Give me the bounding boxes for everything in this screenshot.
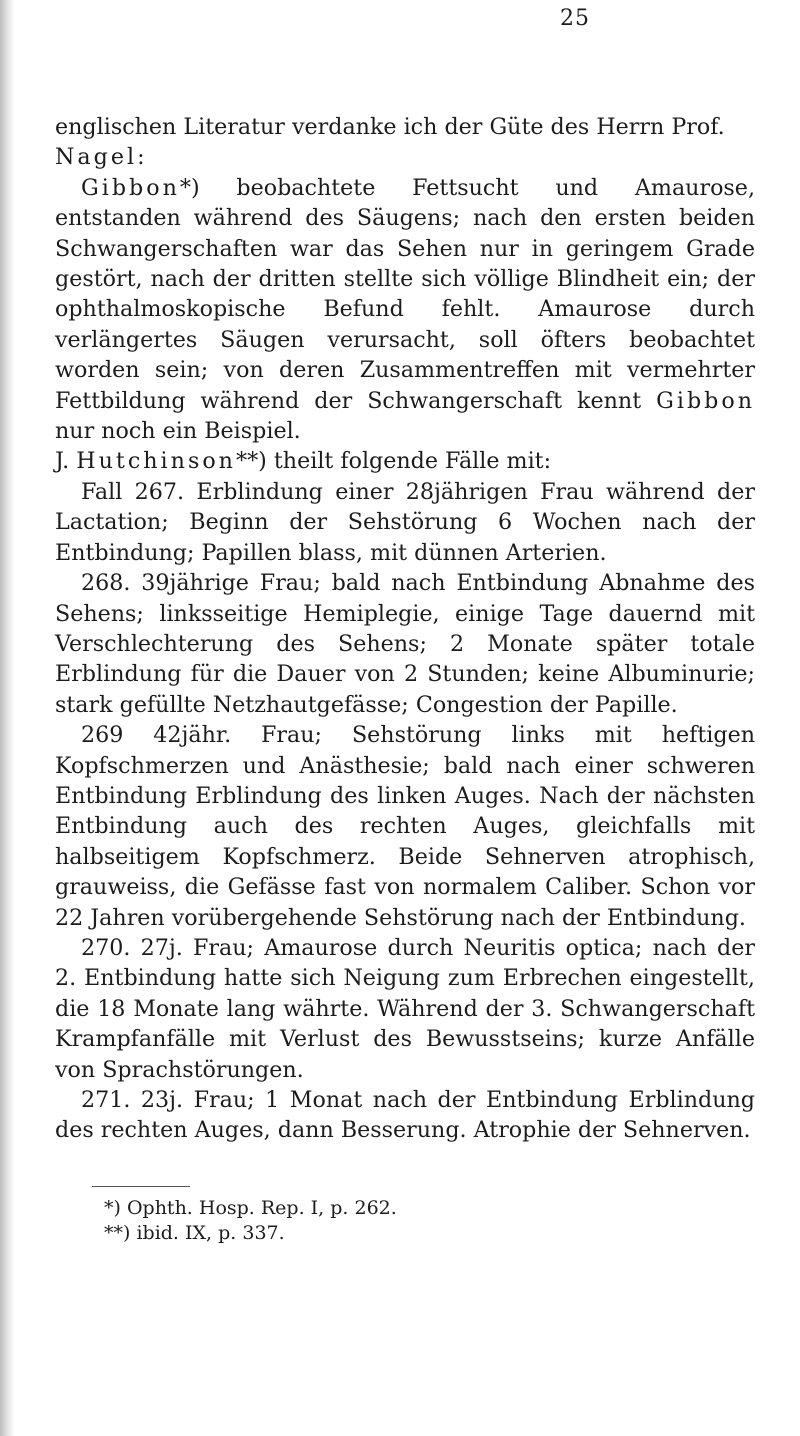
gibbon-text: beobachtete Fettsucht und Amaurose, entstanden während des Säugens; nach den ersten beiden Schwangerschaften war das Sehen nur in geringem Grade gestört, nach der dritten stellte sich völlige Blindheit ein; der ophthalmoskopische Befund fehlt. Amaurose durch verlängertes Säugen verursacht, soll öfters beobachtet worden sein; von deren Zusammentreffen mit vermehrter Fettbildung während der Schwangerschaft kennt [55,174,755,414]
case-267: Fall 267. Erblindung einer 28jährigen Frau während der Lactation; Beginn der Sehstörung 6 Wochen nach der Entbindung; Papillen blass, mit dünnen Arterien. [55,478,755,566]
footnote-mark-1: *) [179,174,200,201]
author-gibbon-2: Gibbon [656,387,755,414]
footnotes [104,1196,397,1246]
case-269: 269 42jähr. Frau; Sehstörung links mit heftigen Kopfschmerzen und Anästhesie; bald nach einer schweren Entbindung Erblindung des linken Auges. Nach der nächsten Entbindung auch des rechten Auges, gleichfalls mit halbseitigem Kopfschmerz. Beide Sehnerven atrophisch, grauweiss, die Gefässe fast von normalem Caliber. Schon vor 22 Jahren vorübergehende Sehstörung nach der Entbindung. [55,722,755,931]
case-268: 268. 39jährige Frau; bald nach Entbindung Abnahme des Sehens; linksseitige Hemiplegie, einige Tage dauernd mit Verschlechterung des Sehens; 2 Monate später totale Erblindung für die Dauer von 2 Stunden; keine Albuminurie; stark gefüllte Netzhautgefässe; Congestion der Papille. [55,570,755,718]
case-271: 271. 23j. Frau; 1 Monat nach der Entbindung Erblindung des rechten Auges, dann Besserung. Atrophie der Sehnerven. [55,1087,755,1144]
book-spine-shadow [0,0,14,1436]
author-gibbon: Gibbon [81,174,180,201]
paragraph-hutchinson [55,446,755,476]
author-hutchinson: Hutchinson [76,448,236,475]
case-270: 270. 27j. Frau; Amaurose durch Neuritis optica; nach der 2. Entbindung hatte sich Neigung zum Erbrechen eingestellt, die 18 Monate lang währte. Während der 3. Schwangerschaft Krampfanfälle mit Verlust des Bewusstseins; kurze Anfälle von Sprachstörungen. [55,934,755,1083]
footnote-mark-2: **) [235,448,267,475]
hutchinson-text: theilt folgende Fälle mit: [266,448,552,475]
body-text [55,112,755,1146]
paragraph-intro [55,112,755,173]
paragraph-gibbon [55,173,755,447]
footnote-2: **) ibid. IX, p. 337. [104,1222,285,1244]
footnote-rule [92,1186,190,1187]
page-number: 25 [560,6,590,31]
nagel-colon: : [137,144,145,171]
gibbon-end: nur noch ein Beispiel. [55,418,301,445]
hutchinson-initial: J. [55,448,77,475]
intro-text: englischen Literatur verdanke ich der Güte des Herrn Prof. [55,114,725,140]
author-nagel: Nagel [55,144,138,171]
footnote-1: *) Ophth. Hosp. Rep. I, p. 262. [104,1197,397,1219]
